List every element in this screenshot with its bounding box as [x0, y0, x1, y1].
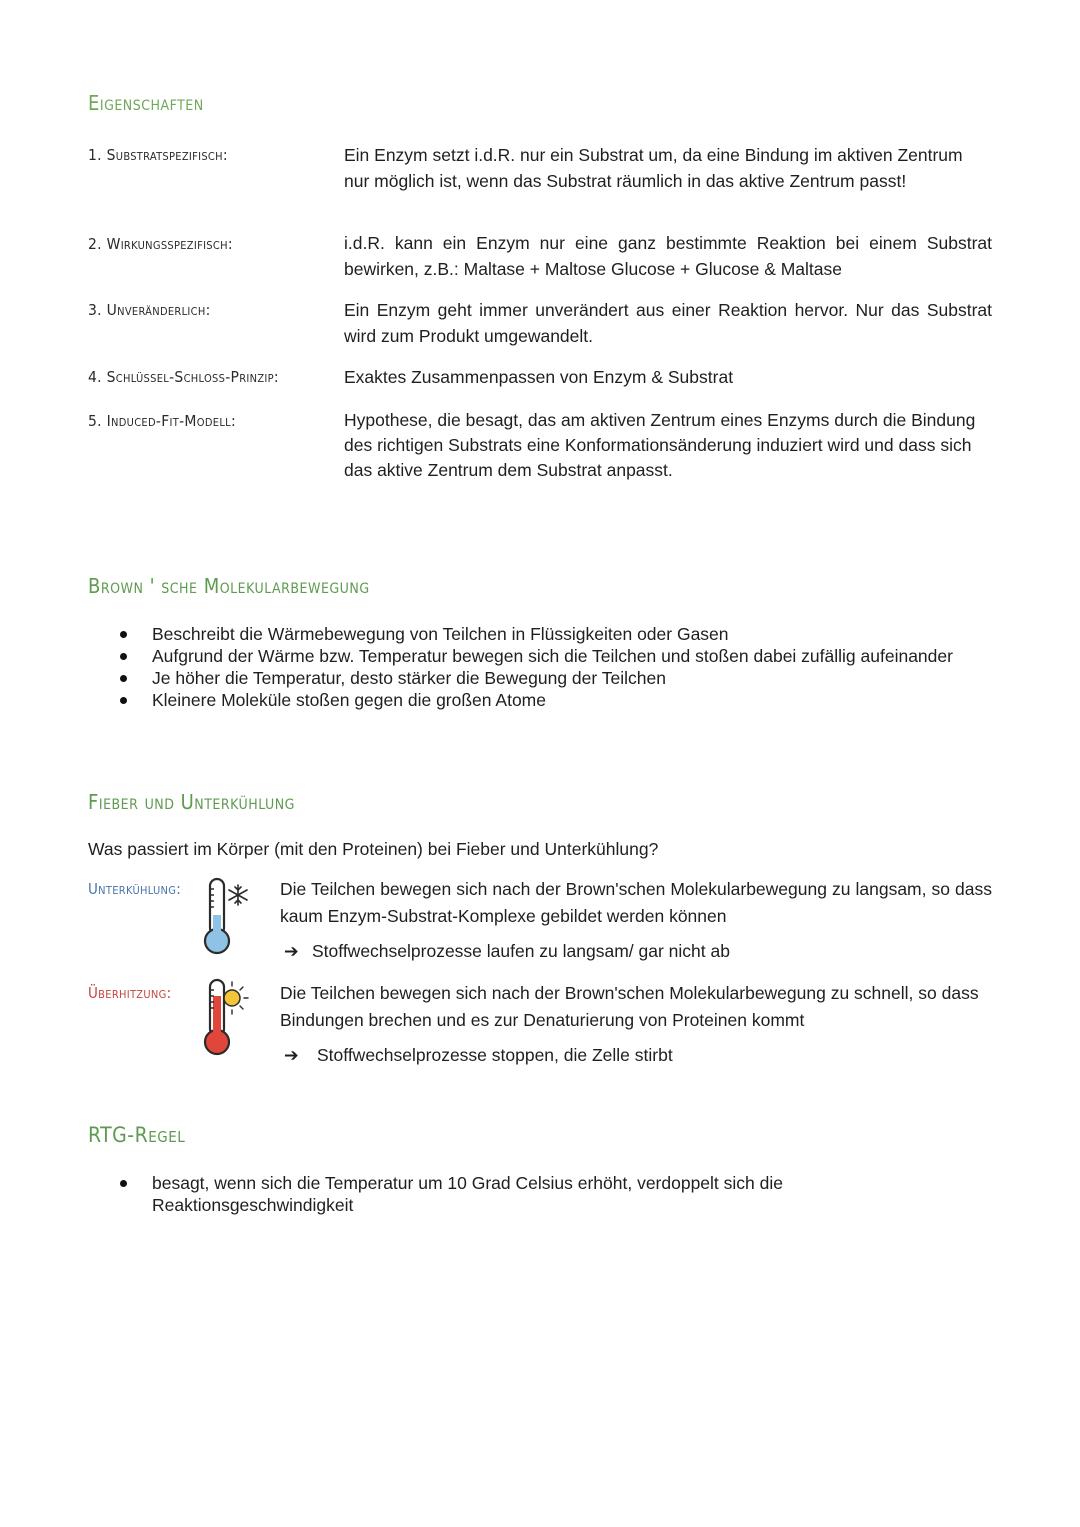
arrow-right-icon: ➔	[284, 941, 299, 961]
property-text-2: i.d.R. kann ein Enzym nur eine ganz bestimmte Reaktion bei einem Substrat bewirken, z.B.: Maltase + Maltose Glucose + Glucose & Maltase	[344, 233, 992, 279]
property-text-1: Ein Enzym setzt i.d.R. nur ein Substrat um, da eine Bindung im aktiven Zentrum nur möglich ist, wenn das Substrat räumlich in das aktive Zentrum passt!	[344, 145, 963, 191]
bullet-dot	[120, 1180, 127, 1187]
bullet-text: Je höher die Temperatur, desto stärker die Bewegung der Teilchen	[152, 668, 666, 688]
ueberhitzung-consequence	[284, 1045, 673, 1066]
bullet-text: Beschreibt die Wärmebewegung von Teilchen in Flüssigkeiten oder Gasen	[152, 624, 729, 644]
property-text-3: Ein Enzym geht immer unverändert aus einer Reaktion hervor. Nur das Substrat wird zum Produkt umgewandelt.	[344, 300, 992, 346]
property-label-1: 1. Substratspezifisch:	[88, 146, 228, 164]
bullet-dot	[120, 653, 127, 660]
section-heading-brown: Brown ' sche Molekularbewegung	[88, 574, 370, 598]
property-label-5: 5. Induced-Fit-Modell:	[88, 412, 236, 430]
list-item	[110, 623, 980, 645]
property-label-3: 3. Unveränderlich:	[88, 301, 211, 319]
thermometer-hot-icon	[196, 976, 256, 1060]
list-item	[110, 667, 980, 689]
list-item	[110, 645, 980, 667]
consequence-text: Stoffwechselprozesse laufen zu langsam/ gar nicht ab	[312, 941, 730, 961]
ueberhitzung-label: Überhitzung:	[88, 984, 172, 1002]
arrow-right-icon: ➔	[284, 1045, 299, 1065]
bullet-text: Aufgrund der Wärme bzw. Temperatur bewegen sich die Teilchen und stoßen dabei zufällig aufeinander	[152, 646, 953, 666]
thermometer-cold-icon	[196, 875, 256, 959]
bullet-text: Kleinere Moleküle stoßen gegen die großen Atome	[152, 690, 546, 710]
bullet-dot	[120, 631, 127, 638]
rtg-bullet-list	[110, 1172, 870, 1216]
unterkuehlung-consequence	[284, 941, 730, 962]
bullet-dot	[120, 675, 127, 682]
section-heading-rtg: RTG-Regel	[88, 1123, 186, 1147]
property-text-5: Hypothese, die besagt, das am aktiven Zentrum eines Enzyms durch die Bindung des richtigen Substrats eine Konformationsänderung induziert wird und dass sich das aktive Zentrum dem Substrat anpasst.	[344, 410, 976, 480]
unterkuehlung-text: Die Teilchen bewegen sich nach der Brown'schen Molekularbewegung zu langsam, so dass kaum Enzym-Substrat-Komplexe gebildet werden können	[280, 879, 992, 926]
property-text-4: Exaktes Zusammenpassen von Enzym & Substrat	[344, 367, 734, 387]
section-heading-fieber: Fieber und Unterkühlung	[88, 790, 295, 814]
unterkuehlung-label: Unterkühlung:	[88, 880, 182, 898]
list-item	[110, 1172, 870, 1216]
consequence-text: Stoffwechselprozesse stoppen, die Zelle stirbt	[317, 1045, 673, 1065]
section-heading-eigenschaften: Eigenschaften	[88, 91, 204, 115]
fieber-question: Was passiert im Körper (mit den Proteinen) bei Fieber und Unterkühlung?	[88, 839, 659, 859]
ueberhitzung-text: Die Teilchen bewegen sich nach der Brown'schen Molekularbewegung zu schnell, so dass Bindungen brechen und es zur Denaturierung von Proteinen kommt	[280, 983, 979, 1030]
brown-bullet-list	[110, 623, 980, 711]
bullet-text: besagt, wenn sich die Temperatur um 10 Grad Celsius erhöht, verdoppelt sich die Reaktionsgeschwindigkeit	[152, 1173, 783, 1215]
property-label-2: 2. Wirkungsspezifisch:	[88, 235, 233, 253]
list-item	[110, 689, 980, 711]
bullet-dot	[120, 697, 127, 704]
property-label-4: 4. Schlüssel-Schloss-Prinzip:	[88, 368, 279, 386]
